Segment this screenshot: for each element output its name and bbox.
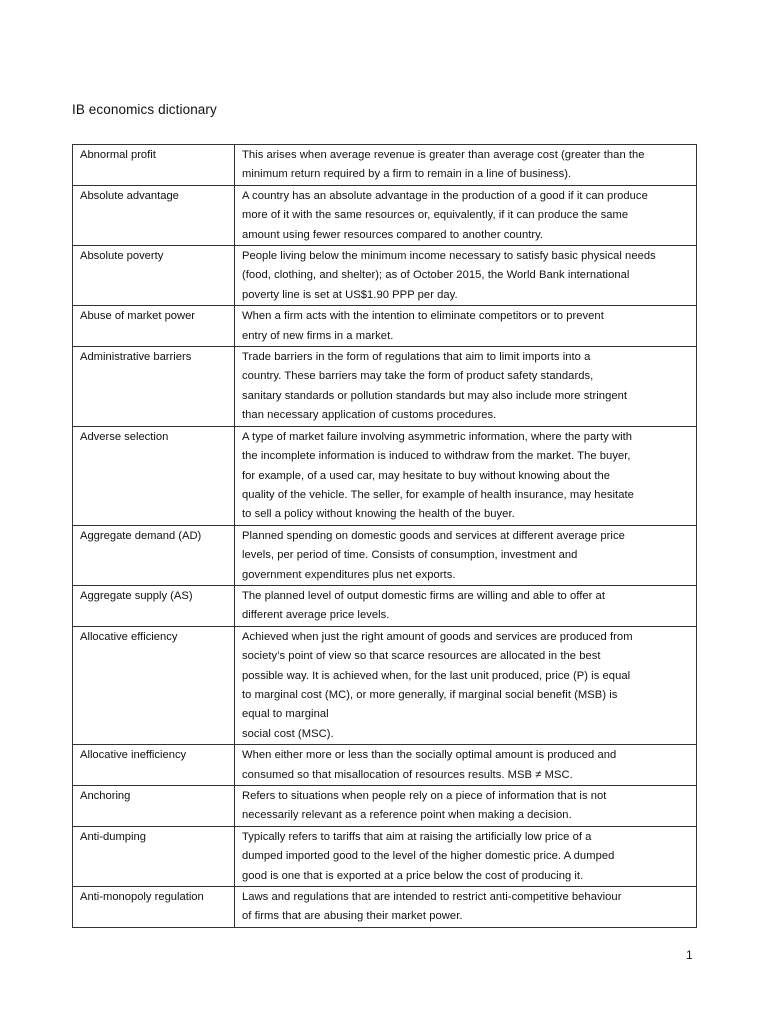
table-row xyxy=(73,745,697,786)
definition-cell: Trade barriers in the form of regulations that aim to limit imports into a country. These barriers may take the form of product safety standards, sanitary standards or pollution standards but may also include more stringent than necessary application of customs procedures. xyxy=(235,347,697,427)
definition-cell: A type of market failure involving asymmetric information, where the party with the incomplete information is induced to withdraw from the market. The buyer, for example, of a used car, may hesitate to buy without knowing about the quality of the vehicle. The seller, for example of health insurance, may hesitate to sell a policy without knowing the health of the buyer. xyxy=(235,426,697,525)
definition-cell: People living below the minimum income necessary to satisfy basic physical needs (food, clothing, and shelter); as of October 2015, the World Bank international poverty line is set at US$1.90 PPP per day. xyxy=(235,246,697,306)
term-cell: Anti-monopoly regulation xyxy=(73,887,235,928)
table-row xyxy=(73,826,697,886)
term-cell: Aggregate demand (AD) xyxy=(73,525,235,585)
table-row xyxy=(73,786,697,827)
definition-cell: A country has an absolute advantage in the production of a good if it can produce more of it with the same resources or, equivalently, if it can produce the same amount using fewer resources compared to another country. xyxy=(235,185,697,245)
table-row xyxy=(73,426,697,525)
term-cell: Aggregate supply (AS) xyxy=(73,585,235,626)
table-row xyxy=(73,246,697,306)
term-cell: Abuse of market power xyxy=(73,306,235,347)
table-row xyxy=(73,585,697,626)
table-row xyxy=(73,306,697,347)
term-cell: Absolute poverty xyxy=(73,246,235,306)
definition-cell: Refers to situations when people rely on a piece of information that is not necessarily relevant as a reference point when making a decision. xyxy=(235,786,697,827)
definition-cell: When a firm acts with the intention to eliminate competitors or to prevent entry of new firms in a market. xyxy=(235,306,697,347)
term-cell: Anchoring xyxy=(73,786,235,827)
table-row xyxy=(73,525,697,585)
term-cell: Anti-dumping xyxy=(73,826,235,886)
term-cell: Administrative barriers xyxy=(73,347,235,427)
definition-cell: Achieved when just the right amount of goods and services are produced from society’s point of view so that scarce resources are allocated in the best possible way. It is achieved when, for the last unit produced, price (P) is equal to marginal cost (MC), or more generally, if marginal social benefit (MSB) is equal to marginal social cost (MSC). xyxy=(235,626,697,744)
definition-cell: Laws and regulations that are intended to restrict anti-competitive behaviour of firms that are abusing their market power. xyxy=(235,887,697,928)
term-cell: Abnormal profit xyxy=(73,145,235,186)
document-title: IB economics dictionary xyxy=(72,102,217,117)
term-cell: Adverse selection xyxy=(73,426,235,525)
definition-cell: Planned spending on domestic goods and services at different average price levels, per period of time. Consists of consumption, investment and government expenditures plus net exports. xyxy=(235,525,697,585)
definition-cell: Typically refers to tariffs that aim at raising the artificially low price of a dumped imported good to the level of the higher domestic price. A dumped good is one that is exported at a price below the cost of producing it. xyxy=(235,826,697,886)
table-row xyxy=(73,185,697,245)
table-row xyxy=(73,626,697,744)
table-row xyxy=(73,145,697,186)
definition-cell: This arises when average revenue is greater than average cost (greater than the minimum return required by a firm to remain in a line of business). xyxy=(235,145,697,186)
table-row xyxy=(73,887,697,928)
page-number: 1 xyxy=(686,948,693,962)
term-cell: Allocative efficiency xyxy=(73,626,235,744)
definition-cell: When either more or less than the socially optimal amount is produced and consumed so that misallocation of resources results. MSB ≠ MSC. xyxy=(235,745,697,786)
definition-cell: The planned level of output domestic firms are willing and able to offer at different average price levels. xyxy=(235,585,697,626)
dictionary-table xyxy=(72,144,697,928)
term-cell: Allocative inefficiency xyxy=(73,745,235,786)
table-row xyxy=(73,347,697,427)
term-cell: Absolute advantage xyxy=(73,185,235,245)
